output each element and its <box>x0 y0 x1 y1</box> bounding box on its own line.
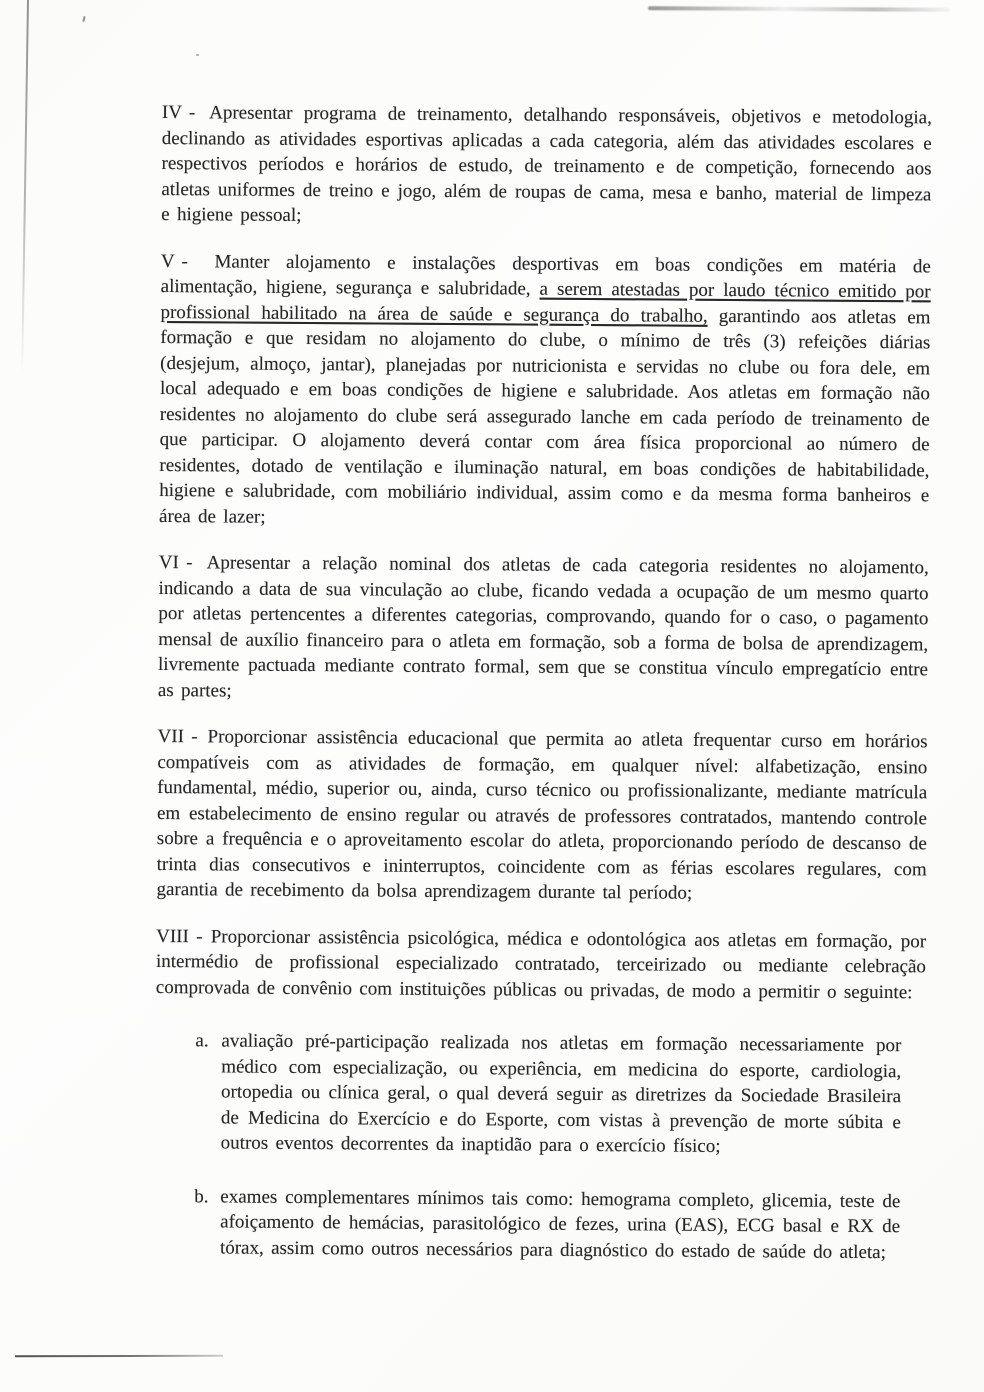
clause-v-underlined-text: a serem atestadas por laudo técnico emitido por profissional habilitado na área de saúde e segurança do trabalho, <box>160 278 931 327</box>
clause-v-text-after: garantindo aos atletas em formação e que residam no alojamento do clube, o mínimo de três (3) refeições diárias (desjejum, almoço, jantar), planejadas por nutricionista e servidas no clube ou fora dele, em local adequado e em boas condições de higiene e salubridade. Aos atletas em formação não residentes no alojamento do clube será assegurado lanche em cada período de treinamento de que participar. O alojamento deverá contar com área física proporcional ao número de residentes, dotado de ventilação e iluminação natural, em boas condições de habitabilidade, higiene e salubridade, com mobiliário individual, assim como e da mesma forma banheiros e área de lazer; <box>159 305 931 528</box>
scan-vertical-line-artifact <box>21 0 28 374</box>
scan-smudge-artifact <box>648 6 950 12</box>
clause-v <box>159 248 931 534</box>
clause-iv-label: IV - <box>161 101 196 124</box>
clause-viii-text: Proporcionar assistência psicológica, médica e odontológica aos atletas em formação, por intermédio de profissional especializado contratado, terceirizado ou mediante celebração comprovada de convênio com instituições públicas ou privadas, de modo a permitir o seguinte: <box>155 925 927 1003</box>
clause-vi-text: Apresentar a relação nominal dos atletas de cada categoria residentes no alojamento, indicando a data de sua vinculação ao clube, ficando vedada a ocupação de um mesmo quarto por atletas pertencentes a diferentes categorias, comprovando, quando for o caso, o pagamento mensal de auxílio financeiro para o atleta em formação, sob a forma de bolsa de aprendizagem, livremente pactuada mediante contrato formal, sem que se constitua vínculo empregatício entre as partes; <box>157 552 929 702</box>
clause-iv <box>161 100 932 233</box>
subclause-b <box>194 1184 901 1265</box>
subclause-a <box>195 1028 902 1160</box>
clause-v-label: V - <box>160 250 189 272</box>
clause-vi <box>158 550 929 708</box>
clause-viii-label: VIII - <box>156 925 203 947</box>
scan-bottom-line-artifact <box>15 1355 223 1358</box>
scan-speck-artifact <box>196 54 199 56</box>
subclause-b-text: exames complementares mínimos tais como: hemograma completo, glicemia, teste de afoiçamento de hemácias, parasitológico de fezes, urina (EAS), ECG basal e RX de tórax, assim como outros necessários para diagnóstico do estado de saúde do atleta; <box>219 1185 901 1263</box>
document-body <box>154 100 932 1265</box>
clause-vi-label: VI - <box>158 551 193 574</box>
subclause-b-label: b. <box>194 1185 209 1207</box>
subclause-a-text: avaliação pré-participação realizada nos atletas em formação necessariamente por médico com especialização, ou experiência, em medicina do esporte, cardiologia, ortopedia ou clínica geral, o qual deverá seguir as diretrizes da Sociedade Brasileira de Medicina do Exercício e do Esporte, com vistas à prevenção de morte súbita e outros eventos decorrentes da inaptidão para o exercício físico; <box>220 1030 902 1157</box>
clause-viii <box>156 923 927 1005</box>
clause-iv-text: Apresentar programa de treinamento, detalhando responsáveis, objetivos e metodologia, declinando as atividades esportivas aplicadas a cada categoria, além das atividades escolares e respectivos períodos e horários de estudo, de treinamento e de competição, fornecendo aos atletas uniformes de treino e jogo, além de roupas de cama, mesa e banho, material de limpeza e higiene pessoal; <box>161 102 932 226</box>
subclause-a-label: a. <box>195 1030 209 1052</box>
clause-v-text-before: Manter alojamento e instalações desportivas em boas condições em matéria de alimentação, higiene, segurança e salubridade, <box>160 250 931 300</box>
clause-vii <box>156 724 927 908</box>
scan-speck-artifact <box>82 16 85 22</box>
clause-vii-text: Proporcionar assistência educacional que permita ao atleta frequentar curso em horários compatíveis com as atividades de formação, em qualquer nível: alfabetização, ensino fundamental, médio, superior ou, ainda, curso técnico ou profissionalizante, mediante matrícula em estabelecimento de ensino regular ou através de professores contratados, mantendo controle sobre a frequência e o aproveitamento escolar do atleta, proporcionando período de descanso de trinta dias consecutivos e ininterruptos, coincidente com as férias escolares regulares, com garantia de recebimento da bolsa aprendizagem durante tal período; <box>156 726 928 904</box>
clause-vii-label: VII - <box>157 725 198 748</box>
